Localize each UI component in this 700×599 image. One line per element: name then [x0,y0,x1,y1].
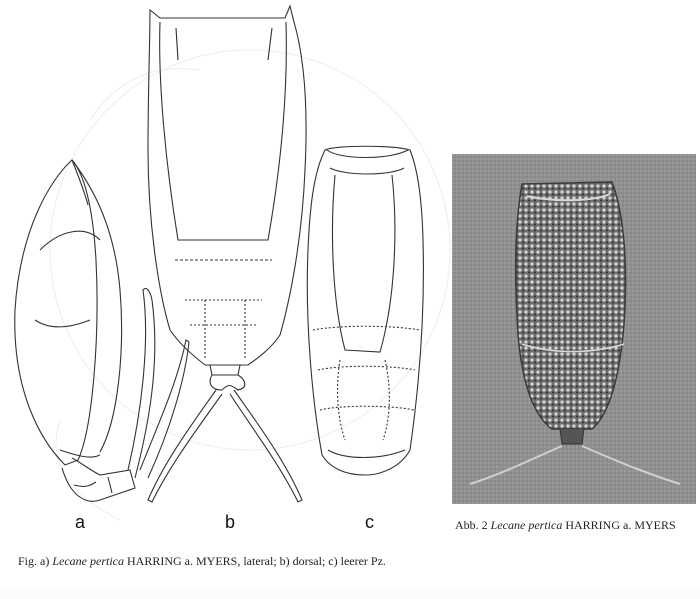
drawing-b-dorsal [148,6,306,502]
caption-right-prefix: Abb. 2 [455,518,488,532]
caption-left-rest: HARRING a. MYERS, lateral; b) dorsal; c) leerer Pz. [127,554,386,568]
caption-right-species: Lecane pertica [490,518,563,532]
caption-left-prefix: Fig. a) [18,554,50,568]
drawing-a-lateral [15,160,189,501]
caption-right-rest: HARRING a. MYERS [565,518,676,532]
panel-label-b: b [225,512,236,532]
caption-right [455,518,676,533]
caption-left-species: Lecane pertica [52,554,124,568]
caption-left [18,554,386,569]
micrograph [452,154,696,504]
drawing-c-empty-lorica [307,146,423,475]
panel-label-c: c [365,512,374,532]
faint-background-sketch [50,50,450,520]
panel-label-a: a [75,512,86,532]
faint-bottom-strip [0,588,700,599]
